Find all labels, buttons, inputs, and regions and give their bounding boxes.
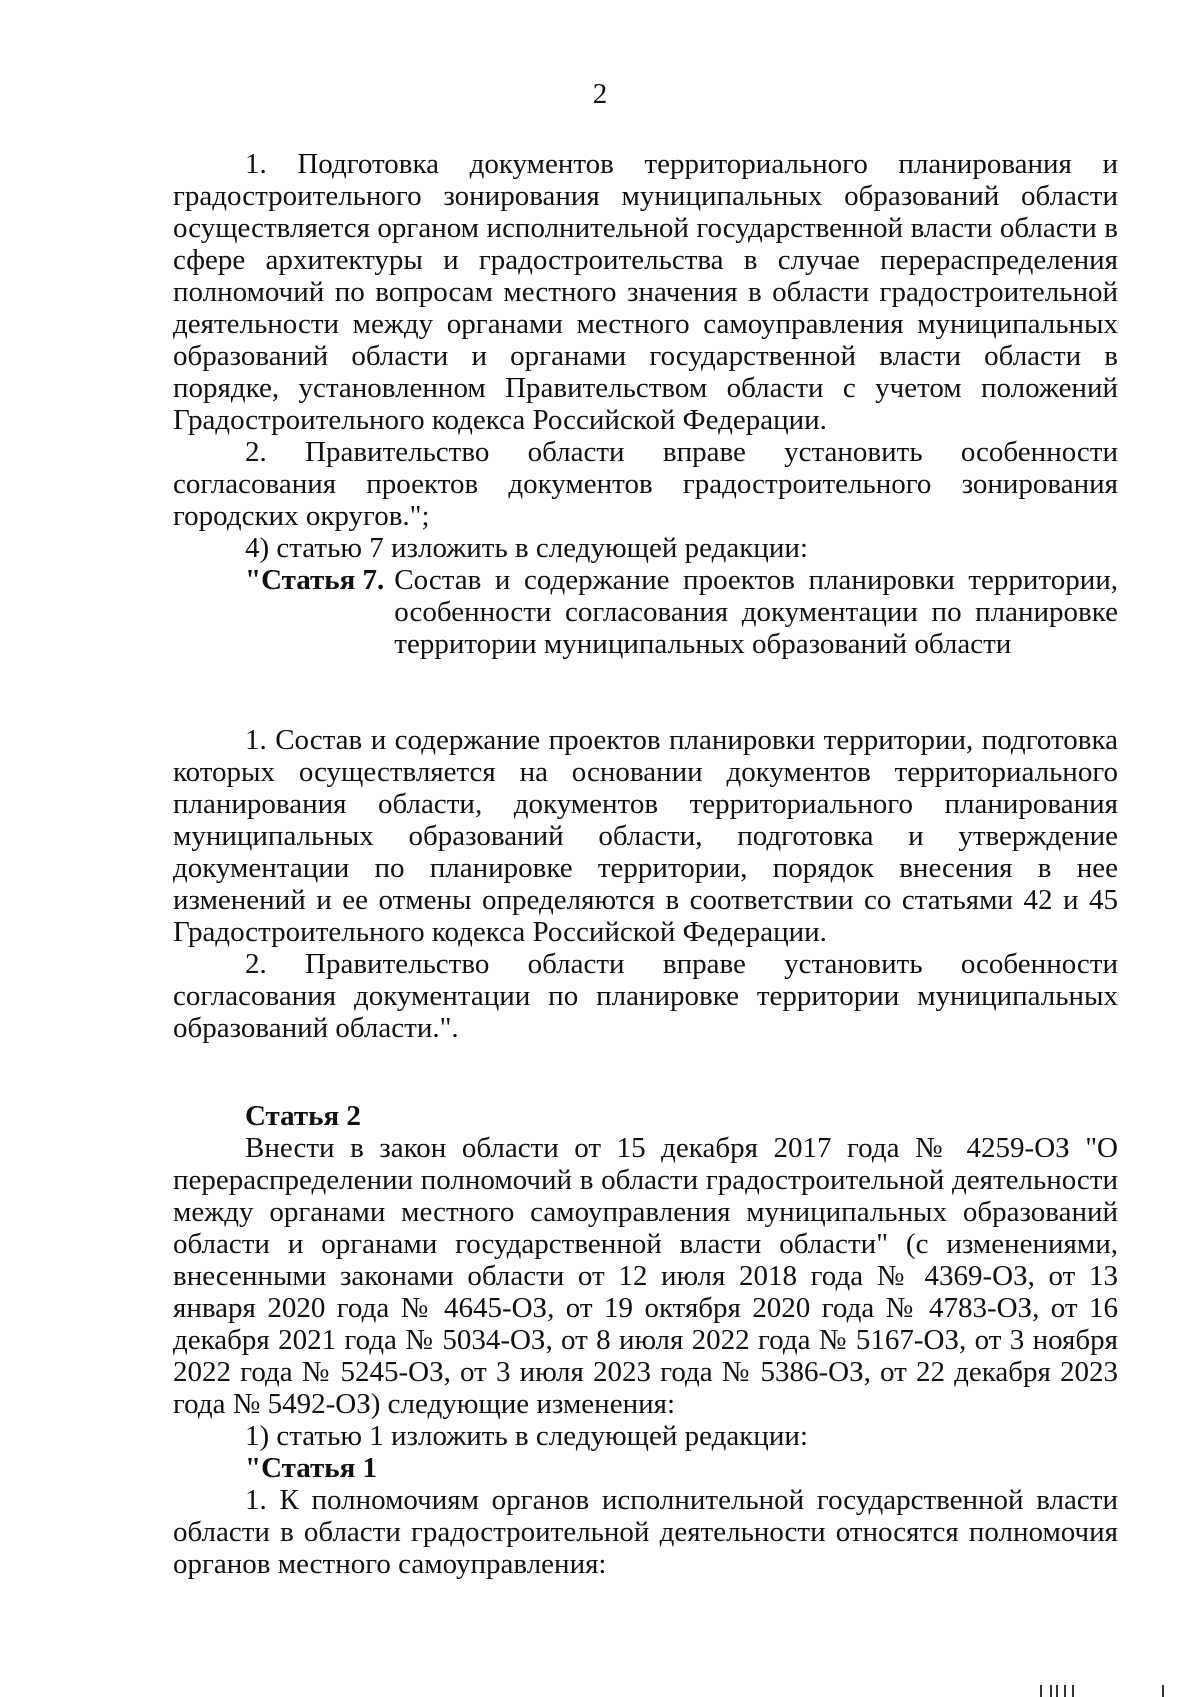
article-7-label: "Статья 7. bbox=[245, 564, 385, 596]
article-2-heading: Статья 2 bbox=[245, 1100, 361, 1132]
article-7-title: Состав и содержание проектов планировки территории, особенности согласования документации по планировке территории муниципальных образований области bbox=[394, 564, 1118, 660]
paragraph-2: 2. Правительство области вправе установить особенности согласования проектов документов градостроительного зонирования городских округов."; bbox=[173, 436, 1118, 532]
paragraph-4: 1. Состав и содержание проектов планировки территории, подготовка которых осуществляется на основании документов территориального планирования области, документов территориального планирования муниципальных образований области, подготовка и утверждение документации по планировке территории, порядок внесения в нее изменений и ее отмены определяются в соответствии со статьями 42 и 45 Градостроительного кодекса Российской Федерации. bbox=[173, 724, 1118, 948]
paragraph-5: 2. Правительство области вправе установить особенности согласования документации по планировке территории муниципальных образований области.". bbox=[173, 948, 1118, 1044]
paragraph-8: 1. К полномочиям органов исполнительной государственной власти области в области градостроительной деятельности относятся полномочия органов местного самоуправления: bbox=[173, 1484, 1118, 1580]
article-7-heading bbox=[173, 564, 1118, 660]
paragraph-6: Внести в закон области от 15 декабря 2017 года № 4259-ОЗ "О перераспределении полномочий в области градостроительной деятельности между органами местного самоуправления муниципальных образований области и органами государственной власти области" (с изменениями, внесенными законами области от 12 июля 2018 года № 4369-ОЗ, от 13 января 2020 года № 4645-ОЗ, от 19 октября 2020 года № 4783-ОЗ, от 16 декабря 2021 года № 5034-ОЗ, от 8 июля 2022 года № 5167-ОЗ, от 3 ноября 2022 года № 5245-ОЗ, от 3 июля 2023 года № 5386-ОЗ, от 22 декабря 2023 года № 5492-ОЗ) следующие изменения: bbox=[173, 1132, 1118, 1420]
paragraph-7: 1) статью 1 изложить в следующей редакции: bbox=[245, 1420, 808, 1452]
scan-artifact-marks bbox=[1030, 1683, 1170, 1697]
page-number: 2 bbox=[592, 78, 608, 110]
document-body bbox=[173, 148, 1118, 1580]
paragraph-3: 4) статью 7 изложить в следующей редакции: bbox=[245, 532, 808, 564]
article-1-heading: "Статья 1 bbox=[245, 1452, 378, 1484]
paragraph-1: 1. Подготовка документов территориального планирования и градостроительного зонирования муниципальных образований области осуществляется органом исполнительной государственной власти области в сфере архитектуры и градостроительства в случае перераспределения полномочий по вопросам местного значения в области градостроительной деятельности между органами местного самоуправления муниципальных образований области и органами государственной власти области в порядке, установленном Правительством области с учетом положений Градостроительного кодекса Российской Федерации. bbox=[173, 148, 1118, 436]
